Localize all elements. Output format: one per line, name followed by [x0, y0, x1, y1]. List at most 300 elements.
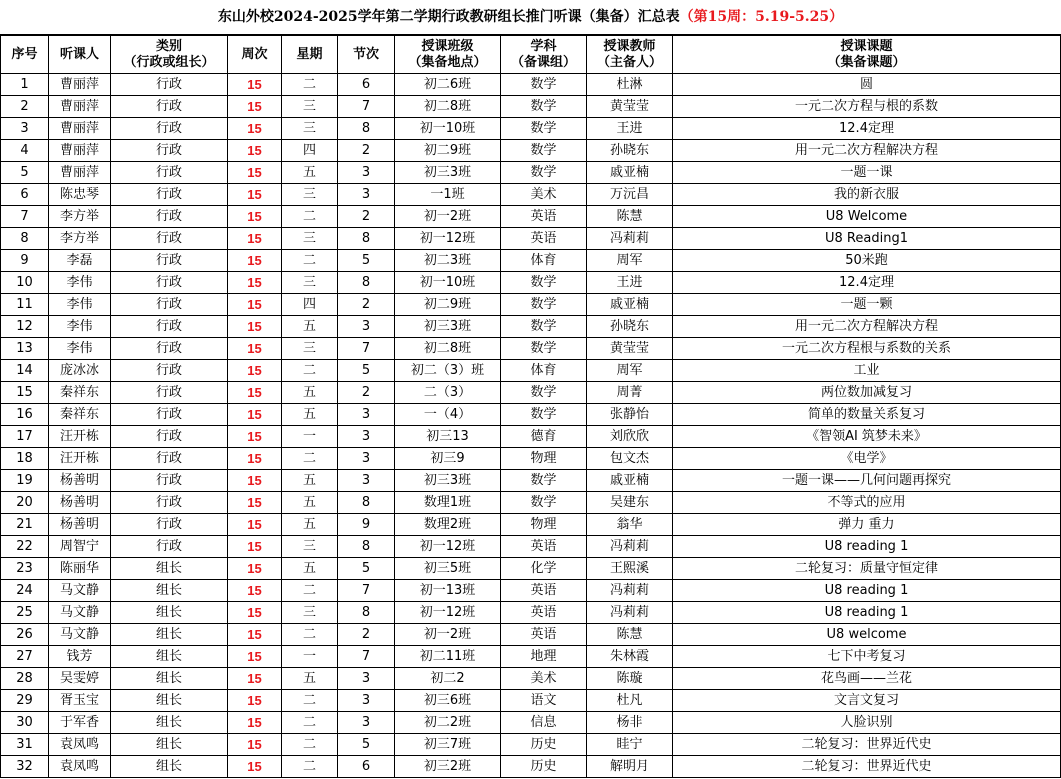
col-observer-cell: 马文静: [49, 580, 111, 602]
col-week-cell: 15: [228, 756, 282, 778]
header-label: 周次: [241, 46, 268, 62]
col-category-cell: 行政: [111, 206, 228, 228]
col-topic-cell: 七下中考复习: [673, 646, 1061, 668]
table-row: [1, 646, 1061, 668]
col-week-cell: 15: [228, 184, 282, 206]
col-topic-cell: 50米跑: [673, 250, 1061, 272]
col-period-cell: 3: [338, 404, 395, 426]
col-weekday-cell: 二: [282, 448, 338, 470]
col-week-cell: 15: [228, 338, 282, 360]
col-subject-cell: 体育: [501, 360, 587, 382]
col-index-cell: 23: [1, 558, 49, 580]
col-class-cell: 初二3班: [395, 250, 501, 272]
col-index-cell: 30: [1, 712, 49, 734]
col-period-cell: 6: [338, 74, 395, 96]
header-label: 学科: [530, 38, 557, 54]
col-subject-cell: 数学: [501, 316, 587, 338]
col-observer-cell: 曹丽萍: [49, 162, 111, 184]
col-subject-cell: 信息: [501, 712, 587, 734]
col-teacher-cell: 冯莉莉: [587, 580, 673, 602]
col-teacher-cell: 王进: [587, 272, 673, 294]
col-teacher-cell: 杜淋: [587, 74, 673, 96]
col-topic-cell: 简单的数量关系复习: [673, 404, 1061, 426]
col-class-cell: 初三6班: [395, 690, 501, 712]
col-topic-cell: U8 reading 1: [673, 536, 1061, 558]
col-category-cell: 行政: [111, 74, 228, 96]
col-category-cell: 行政: [111, 250, 228, 272]
col-category-cell: 行政: [111, 184, 228, 206]
col-teacher-cell: 解明月: [587, 756, 673, 778]
col-teacher-cell: 戚亚楠: [587, 162, 673, 184]
col-category-cell: 行政: [111, 514, 228, 536]
col-weekday-cell: 五: [282, 382, 338, 404]
col-period-cell: 5: [338, 250, 395, 272]
col-period-cell: 2: [338, 382, 395, 404]
col-week-cell: 15: [228, 624, 282, 646]
col-index-cell: 25: [1, 602, 49, 624]
col-week-cell: 15: [228, 646, 282, 668]
col-category-cell: 组长: [111, 558, 228, 580]
col-teacher-cell: 眭宁: [587, 734, 673, 756]
col-category-cell: 组长: [111, 646, 228, 668]
col-weekday-cell: 五: [282, 668, 338, 690]
col-weekday-cell: 五: [282, 162, 338, 184]
col-topic-cell: 二轮复习：世界近代史: [673, 756, 1061, 778]
col-subject-cell: 化学: [501, 558, 587, 580]
header-label: 序号: [11, 46, 38, 62]
col-week-cell: 15: [228, 316, 282, 338]
col-category-cell: 组长: [111, 734, 228, 756]
col-observer-cell: 李磊: [49, 250, 111, 272]
col-weekday-cell: 五: [282, 470, 338, 492]
col-observer-cell: 曹丽萍: [49, 118, 111, 140]
col-teacher-cell: 戚亚楠: [587, 294, 673, 316]
col-index-cell: 12: [1, 316, 49, 338]
title-main: 东山外校2024-2025学年第二学期行政教研组长推门听课（集备）汇总表: [217, 9, 680, 25]
col-topic-cell: 《智领AI 筑梦未来》: [673, 426, 1061, 448]
col-weekday-cell: 三: [282, 338, 338, 360]
col-teacher-cell: 朱林霞: [587, 646, 673, 668]
col-subject-cell: 数学: [501, 470, 587, 492]
col-week-cell: 15: [228, 74, 282, 96]
col-teacher-cell: 冯莉莉: [587, 602, 673, 624]
header-row: [1, 36, 1061, 74]
table-row: [1, 712, 1061, 734]
col-observer-cell: 杨善明: [49, 470, 111, 492]
table-row: [1, 96, 1061, 118]
col-topic-cell: 文言文复习: [673, 690, 1061, 712]
col-observer-cell: 吴雯婷: [49, 668, 111, 690]
col-weekday-cell: 一: [282, 646, 338, 668]
col-class-cell: 初一2班: [395, 624, 501, 646]
col-teacher-cell: 吴建东: [587, 492, 673, 514]
col-teacher-cell: 周军: [587, 250, 673, 272]
col-topic-cell: 人脸识别: [673, 712, 1061, 734]
col-period-cell: 3: [338, 448, 395, 470]
table-row: [1, 558, 1061, 580]
col-period-cell: 2: [338, 206, 395, 228]
col-category-cell: 行政: [111, 360, 228, 382]
col-category-cell: 行政: [111, 470, 228, 492]
col-class-cell: 初一10班: [395, 118, 501, 140]
table-row: [1, 74, 1061, 96]
col-observer-cell: 胥玉宝: [49, 690, 111, 712]
col-index-cell: 16: [1, 404, 49, 426]
table-row: [1, 492, 1061, 514]
col-category-cell: 行政: [111, 294, 228, 316]
col-class-cell: 初一12班: [395, 602, 501, 624]
col-teacher-cell: 王进: [587, 118, 673, 140]
col-weekday-cell: 五: [282, 492, 338, 514]
col-week-header: [228, 36, 282, 74]
table-row: [1, 228, 1061, 250]
col-observer-header: [49, 36, 111, 74]
table-row: [1, 404, 1061, 426]
col-week-cell: 15: [228, 272, 282, 294]
col-weekday-cell: 五: [282, 514, 338, 536]
col-subject-cell: 数学: [501, 272, 587, 294]
col-period-cell: 5: [338, 558, 395, 580]
col-observer-cell: 周智宁: [49, 536, 111, 558]
col-class-cell: 初三2班: [395, 756, 501, 778]
col-teacher-cell: 黄莹莹: [587, 96, 673, 118]
col-observer-cell: 曹丽萍: [49, 140, 111, 162]
table-row: [1, 580, 1061, 602]
col-class-cell: 初三3班: [395, 162, 501, 184]
col-topic-cell: 圆: [673, 74, 1061, 96]
summary-table: [0, 35, 1061, 778]
col-period-cell: 7: [338, 338, 395, 360]
col-period-header: [338, 36, 395, 74]
table-row: [1, 316, 1061, 338]
col-subject-cell: 数学: [501, 382, 587, 404]
col-week-cell: 15: [228, 96, 282, 118]
col-period-cell: 8: [338, 492, 395, 514]
col-class-cell: 初三3班: [395, 470, 501, 492]
col-weekday-cell: 三: [282, 536, 338, 558]
col-subject-cell: 体育: [501, 250, 587, 272]
col-class-cell: 初二9班: [395, 294, 501, 316]
col-topic-cell: 一元二次方程与根的系数: [673, 96, 1061, 118]
header-label: 授课课题: [840, 38, 893, 54]
col-class-cell: 二（3）: [395, 382, 501, 404]
col-weekday-cell: 一: [282, 426, 338, 448]
col-weekday-cell: 二: [282, 360, 338, 382]
table-row: [1, 734, 1061, 756]
col-weekday-cell: 三: [282, 228, 338, 250]
col-index-cell: 18: [1, 448, 49, 470]
col-category-cell: 行政: [111, 492, 228, 514]
header-sublabel: （主备人）: [596, 54, 662, 70]
col-observer-cell: 杨善明: [49, 492, 111, 514]
col-topic-cell: U8 welcome: [673, 624, 1061, 646]
col-subject-header: [501, 36, 587, 74]
col-subject-cell: 数学: [501, 74, 587, 96]
table-row: [1, 690, 1061, 712]
col-index-cell: 5: [1, 162, 49, 184]
col-class-cell: 数理1班: [395, 492, 501, 514]
col-class-cell: 初一10班: [395, 272, 501, 294]
col-week-cell: 15: [228, 360, 282, 382]
col-observer-cell: 李伟: [49, 294, 111, 316]
col-index-cell: 24: [1, 580, 49, 602]
col-topic-cell: U8 reading 1: [673, 602, 1061, 624]
col-category-cell: 组长: [111, 624, 228, 646]
col-weekday-cell: 二: [282, 250, 338, 272]
col-category-cell: 组长: [111, 712, 228, 734]
col-index-cell: 6: [1, 184, 49, 206]
col-subject-cell: 地理: [501, 646, 587, 668]
table-row: [1, 206, 1061, 228]
col-topic-cell: U8 Welcome: [673, 206, 1061, 228]
col-weekday-cell: 五: [282, 316, 338, 338]
col-teacher-cell: 冯莉莉: [587, 536, 673, 558]
col-period-cell: 8: [338, 272, 395, 294]
col-category-cell: 行政: [111, 162, 228, 184]
col-week-cell: 15: [228, 294, 282, 316]
col-period-cell: 8: [338, 228, 395, 250]
col-class-header: [395, 36, 501, 74]
col-category-header: [111, 36, 228, 74]
col-category-cell: 行政: [111, 448, 228, 470]
col-topic-cell: 一题一课——几何问题再探究: [673, 470, 1061, 492]
table-row: [1, 426, 1061, 448]
col-subject-cell: 数学: [501, 96, 587, 118]
col-topic-cell: 工业: [673, 360, 1061, 382]
col-week-cell: 15: [228, 382, 282, 404]
col-week-cell: 15: [228, 514, 282, 536]
col-weekday-cell: 三: [282, 96, 338, 118]
col-period-cell: 8: [338, 118, 395, 140]
header-label: 授课班级: [421, 38, 474, 54]
col-period-cell: 3: [338, 470, 395, 492]
header-label: 节次: [352, 46, 379, 62]
col-weekday-cell: 二: [282, 690, 338, 712]
col-period-cell: 7: [338, 580, 395, 602]
col-weekday-cell: 二: [282, 756, 338, 778]
col-category-cell: 组长: [111, 580, 228, 602]
col-weekday-cell: 三: [282, 272, 338, 294]
table-row: [1, 294, 1061, 316]
col-week-cell: 15: [228, 140, 282, 162]
col-index-cell: 13: [1, 338, 49, 360]
col-index-cell: 11: [1, 294, 49, 316]
col-period-cell: 7: [338, 96, 395, 118]
col-class-cell: 初三5班: [395, 558, 501, 580]
col-subject-cell: 数学: [501, 492, 587, 514]
col-topic-cell: 两位数加减复习: [673, 382, 1061, 404]
col-topic-header: [673, 36, 1061, 74]
col-teacher-cell: 陈慧: [587, 624, 673, 646]
col-period-cell: 3: [338, 162, 395, 184]
col-week-cell: 15: [228, 228, 282, 250]
table-row: [1, 250, 1061, 272]
col-topic-cell: 一题一颗: [673, 294, 1061, 316]
col-subject-cell: 英语: [501, 228, 587, 250]
table-row: [1, 360, 1061, 382]
col-class-cell: 初二2班: [395, 712, 501, 734]
col-topic-cell: 一题一课: [673, 162, 1061, 184]
col-category-cell: 组长: [111, 756, 228, 778]
col-observer-cell: 马文静: [49, 602, 111, 624]
col-observer-cell: 秦祥东: [49, 404, 111, 426]
col-weekday-cell: 三: [282, 602, 338, 624]
col-class-cell: 初二2: [395, 668, 501, 690]
col-category-cell: 行政: [111, 272, 228, 294]
col-teacher-cell: 冯莉莉: [587, 228, 673, 250]
col-category-cell: 行政: [111, 536, 228, 558]
col-topic-cell: U8 Reading1: [673, 228, 1061, 250]
col-index-cell: 2: [1, 96, 49, 118]
table-body: [1, 74, 1061, 778]
col-subject-cell: 英语: [501, 206, 587, 228]
col-subject-cell: 数学: [501, 294, 587, 316]
col-index-cell: 14: [1, 360, 49, 382]
col-index-cell: 21: [1, 514, 49, 536]
col-teacher-cell: 刘欣欣: [587, 426, 673, 448]
col-class-cell: 初二11班: [395, 646, 501, 668]
table-title: [0, 0, 1061, 35]
col-class-cell: 初二8班: [395, 338, 501, 360]
col-observer-cell: 李伟: [49, 316, 111, 338]
col-week-cell: 15: [228, 470, 282, 492]
col-observer-cell: 于军香: [49, 712, 111, 734]
col-period-cell: 7: [338, 646, 395, 668]
col-period-cell: 2: [338, 294, 395, 316]
col-period-cell: 5: [338, 734, 395, 756]
col-observer-cell: 袁凤鸣: [49, 756, 111, 778]
table-row: [1, 536, 1061, 558]
col-subject-cell: 历史: [501, 756, 587, 778]
col-class-cell: 初三9: [395, 448, 501, 470]
col-subject-cell: 英语: [501, 580, 587, 602]
col-index-cell: 9: [1, 250, 49, 272]
col-class-cell: 初二（3）班: [395, 360, 501, 382]
col-index-cell: 10: [1, 272, 49, 294]
header-sublabel: （行政或组长）: [123, 54, 215, 70]
col-topic-cell: 花鸟画——兰花: [673, 668, 1061, 690]
col-class-cell: 初二8班: [395, 96, 501, 118]
col-period-cell: 3: [338, 712, 395, 734]
table-row: [1, 624, 1061, 646]
col-index-cell: 1: [1, 74, 49, 96]
col-index-cell: 3: [1, 118, 49, 140]
col-observer-cell: 马文静: [49, 624, 111, 646]
col-teacher-cell: 张静怡: [587, 404, 673, 426]
col-topic-cell: U8 reading 1: [673, 580, 1061, 602]
col-observer-cell: 曹丽萍: [49, 74, 111, 96]
col-index-cell: 31: [1, 734, 49, 756]
table-row: [1, 118, 1061, 140]
col-week-cell: 15: [228, 492, 282, 514]
col-teacher-cell: 杨非: [587, 712, 673, 734]
col-weekday-cell: 五: [282, 558, 338, 580]
table-row: [1, 382, 1061, 404]
col-teacher-cell: 包文杰: [587, 448, 673, 470]
col-index-cell: 20: [1, 492, 49, 514]
col-observer-cell: 钱芳: [49, 646, 111, 668]
col-index-cell: 17: [1, 426, 49, 448]
col-index-cell: 7: [1, 206, 49, 228]
col-observer-cell: 秦祥东: [49, 382, 111, 404]
col-subject-cell: 物理: [501, 514, 587, 536]
col-teacher-cell: 陈慧: [587, 206, 673, 228]
col-period-cell: 2: [338, 140, 395, 162]
col-subject-cell: 数学: [501, 162, 587, 184]
col-subject-cell: 英语: [501, 536, 587, 558]
col-index-cell: 15: [1, 382, 49, 404]
table-row: [1, 162, 1061, 184]
col-weekday-cell: 二: [282, 206, 338, 228]
col-observer-cell: 李方举: [49, 228, 111, 250]
col-observer-cell: 李伟: [49, 272, 111, 294]
col-topic-cell: 12.4定理: [673, 272, 1061, 294]
col-subject-cell: 物理: [501, 448, 587, 470]
col-topic-cell: 12.4定理: [673, 118, 1061, 140]
col-subject-cell: 数学: [501, 338, 587, 360]
col-class-cell: 一1班: [395, 184, 501, 206]
col-index-cell: 22: [1, 536, 49, 558]
col-topic-cell: 弹力 重力: [673, 514, 1061, 536]
col-subject-cell: 数学: [501, 118, 587, 140]
col-subject-cell: 德育: [501, 426, 587, 448]
col-weekday-cell: 三: [282, 184, 338, 206]
header-sublabel: （备课组）: [510, 54, 576, 70]
col-class-cell: 一（4）: [395, 404, 501, 426]
header-sublabel: （集备地点）: [408, 54, 487, 70]
col-weekday-cell: 二: [282, 74, 338, 96]
col-topic-cell: 用一元二次方程解决方程: [673, 140, 1061, 162]
col-category-cell: 行政: [111, 140, 228, 162]
col-week-cell: 15: [228, 404, 282, 426]
col-period-cell: 3: [338, 426, 395, 448]
col-category-cell: 行政: [111, 228, 228, 250]
col-observer-cell: 曹丽萍: [49, 96, 111, 118]
col-index-cell: 29: [1, 690, 49, 712]
col-class-cell: 初二6班: [395, 74, 501, 96]
col-topic-cell: 一元二次方程根与系数的关系: [673, 338, 1061, 360]
col-class-cell: 初三13: [395, 426, 501, 448]
table-row: [1, 140, 1061, 162]
col-teacher-cell: 王熙溪: [587, 558, 673, 580]
col-observer-cell: 汪开栋: [49, 426, 111, 448]
table-row: [1, 470, 1061, 492]
col-week-cell: 15: [228, 558, 282, 580]
col-class-cell: 初一2班: [395, 206, 501, 228]
col-category-cell: 行政: [111, 96, 228, 118]
col-teacher-cell: 杜凡: [587, 690, 673, 712]
col-weekday-cell: 四: [282, 294, 338, 316]
col-weekday-cell: 二: [282, 624, 338, 646]
col-period-cell: 3: [338, 690, 395, 712]
col-observer-cell: 陈忠琴: [49, 184, 111, 206]
table-row: [1, 668, 1061, 690]
col-week-cell: 15: [228, 712, 282, 734]
col-index-header: [1, 36, 49, 74]
col-teacher-cell: 孙晓东: [587, 140, 673, 162]
col-category-cell: 行政: [111, 382, 228, 404]
col-week-cell: 15: [228, 734, 282, 756]
header-label: 星期: [296, 46, 323, 62]
col-category-cell: 行政: [111, 404, 228, 426]
col-period-cell: 5: [338, 360, 395, 382]
col-teacher-cell: 戚亚楠: [587, 470, 673, 492]
col-class-cell: 初三3班: [395, 316, 501, 338]
col-topic-cell: 不等式的应用: [673, 492, 1061, 514]
col-topic-cell: 二轮复习：世界近代史: [673, 734, 1061, 756]
col-week-cell: 15: [228, 690, 282, 712]
col-index-cell: 27: [1, 646, 49, 668]
